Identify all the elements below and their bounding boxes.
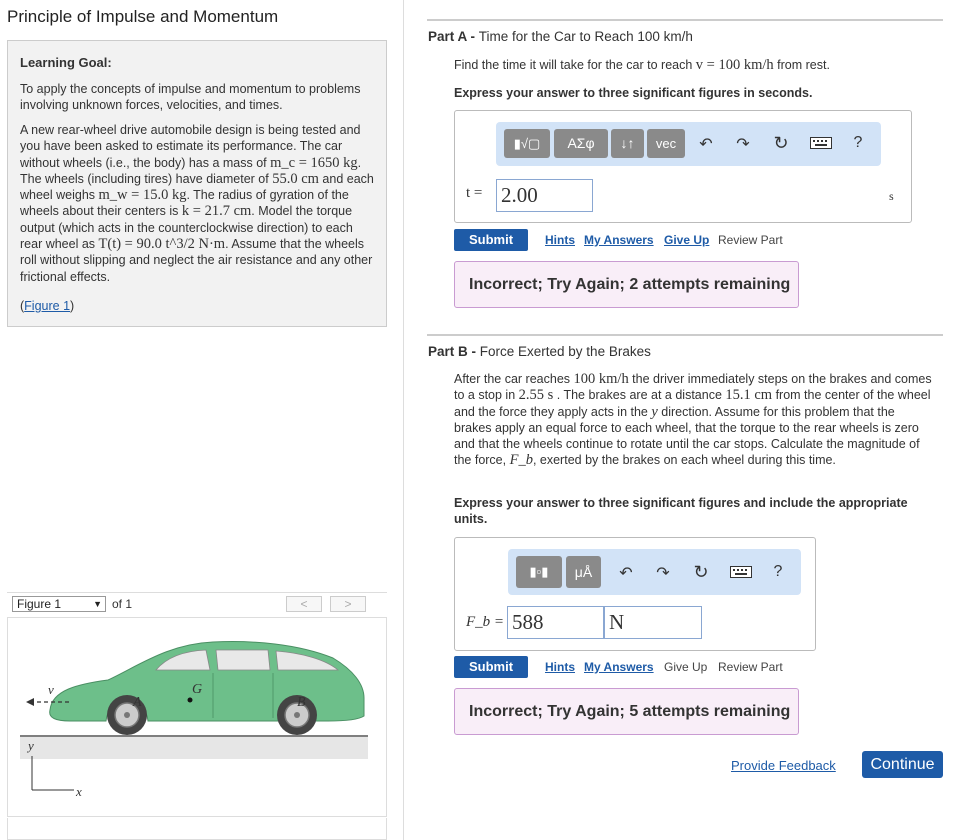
part-a-divider bbox=[427, 19, 943, 21]
learning-goal-box bbox=[7, 40, 387, 327]
redo-icon[interactable]: ↷ bbox=[736, 136, 750, 153]
radius-of-gyration: k = 21.7 cm bbox=[181, 203, 252, 220]
part-a-submit-button[interactable]: Submit bbox=[454, 229, 528, 251]
part-b-feedback: Incorrect; Try Again; 5 attempts remaining bbox=[454, 688, 799, 735]
part-b-q-text: from the center of the wheel and the force they apply acts in the bbox=[454, 388, 931, 419]
reset-icon[interactable]: ↻ bbox=[773, 133, 789, 153]
part-b-y: y bbox=[651, 403, 658, 420]
keyboard-icon[interactable] bbox=[729, 565, 753, 583]
desc-text: . Model the torque output (which acts in the counterclockwise direction) to each rear wheel as bbox=[20, 204, 353, 252]
desc-text: A new rear-wheel drive automobile design is being tested and you have been asked to estimate its performance. The car without wheels (i.e., the body) has a mass of bbox=[20, 123, 361, 170]
chevron-down-icon: ▼ bbox=[93, 599, 102, 609]
part-b-question bbox=[454, 371, 934, 469]
part-b-hints-link[interactable]: Hints bbox=[545, 660, 575, 674]
part-a-hints-link[interactable]: Hints bbox=[545, 233, 575, 247]
part-a-instruction: Express your answer to three significant figures in seconds. bbox=[454, 86, 813, 100]
part-b-templates-button[interactable]: ▮▫▮ bbox=[516, 556, 562, 588]
problem-description bbox=[20, 122, 378, 285]
part-b-speed: 100 km/h bbox=[573, 371, 629, 387]
part-a-title: Time for the Car to Reach 100 km/h bbox=[478, 29, 693, 44]
part-a-feedback: Incorrect; Try Again; 2 attempts remaining bbox=[454, 261, 799, 308]
part-a-vec-button[interactable]: vec bbox=[647, 129, 685, 158]
figure-count: of 1 bbox=[112, 597, 133, 611]
reset-icon[interactable]: ↻ bbox=[693, 562, 709, 582]
part-b-units-button[interactable]: μÅ bbox=[566, 556, 601, 588]
continue-button[interactable]: Continue bbox=[862, 751, 943, 778]
wheel-diameter: 55.0 cm bbox=[272, 170, 319, 187]
part-a-question bbox=[454, 57, 830, 73]
part-b-help-button[interactable]: ? bbox=[773, 563, 783, 580]
undo-icon[interactable]: ↶ bbox=[619, 565, 633, 582]
page-title: Principle of Impulse and Momentum bbox=[7, 7, 279, 26]
desc-text: and each wheel weighs bbox=[20, 171, 374, 203]
body-mass: m_c = 1650 kg bbox=[270, 154, 358, 171]
part-b-title: Force Exerted by the Brakes bbox=[479, 344, 651, 359]
part-a-answer-input[interactable]: 2.00 bbox=[496, 179, 593, 212]
figure-link[interactable]: Figure 1 bbox=[24, 299, 71, 313]
part-a-letter: Part A - bbox=[428, 29, 479, 44]
figure-select-value: Figure 1 bbox=[17, 597, 62, 611]
part-a-symbols-button[interactable]: ΑΣφ bbox=[554, 129, 608, 158]
label-g: G bbox=[192, 682, 203, 697]
label-a: A bbox=[133, 695, 142, 710]
car-window-middle bbox=[216, 650, 270, 670]
figure-1 bbox=[7, 617, 387, 817]
figure-link-wrap: (Figure 1) bbox=[20, 299, 75, 313]
part-a-q-post: from rest. bbox=[773, 58, 830, 72]
car-diagram bbox=[8, 618, 386, 816]
part-b-value-input[interactable]: 588 bbox=[507, 606, 604, 639]
part-b-q-text: , exerted by the brakes on each wheel during this time. bbox=[532, 453, 836, 468]
ground-shade bbox=[20, 737, 368, 759]
part-b-review-part[interactable]: Review Part bbox=[718, 660, 783, 674]
label-y: y bbox=[28, 738, 34, 753]
part-a-review-part[interactable]: Review Part bbox=[718, 233, 783, 247]
torque-function: T(t) = 90.0 t^3/2 N·m bbox=[98, 236, 226, 253]
part-b-fb: F_b bbox=[509, 452, 533, 469]
part-b-letter: Part B - bbox=[428, 344, 480, 359]
wheel-mass: m_w = 15.0 kg bbox=[98, 187, 187, 204]
desc-text: . The wheels (including tires) have diameter of bbox=[20, 155, 362, 186]
label-v: v bbox=[48, 682, 54, 697]
label-x: x bbox=[76, 784, 82, 799]
part-b-submit-button[interactable]: Submit bbox=[454, 656, 528, 678]
part-b-q-text: the driver immediately steps on the brakes and comes to a stop in bbox=[454, 372, 932, 403]
undo-icon[interactable]: ↶ bbox=[699, 136, 713, 153]
part-b-q-text: After the car reaches bbox=[454, 372, 574, 386]
part-a-my-answers-link[interactable]: My Answers bbox=[584, 233, 654, 247]
part-b-my-answers-link[interactable]: My Answers bbox=[584, 660, 654, 674]
part-b-distance: 15.1 cm bbox=[725, 387, 773, 404]
part-b-q-text: direction. Assume for this problem that the brakes apply an equal force to each wheel, that the torque to the rear wheels is zero and that the wheels continue to rotate until the car stops. Calculate the magnitude of the force, bbox=[454, 404, 920, 468]
next-figure-button[interactable]: > bbox=[330, 596, 366, 612]
part-b-q-text: . The brakes are at a distance bbox=[553, 388, 726, 403]
keyboard-icon[interactable] bbox=[809, 136, 833, 154]
redo-icon[interactable]: ↷ bbox=[656, 565, 670, 582]
part-a-q-math: v = 100 km/h bbox=[695, 57, 774, 73]
figure-bottom-bar bbox=[7, 818, 387, 840]
part-a-templates-button[interactable]: ▮√▢ bbox=[504, 129, 550, 158]
figure-select[interactable] bbox=[12, 596, 106, 612]
desc-text: . Assume that the wheels roll without slipping and neglect the air resistance and any other frictional effects. bbox=[20, 237, 373, 284]
part-b-divider bbox=[427, 334, 943, 336]
learning-goal-label: Learning Goal: bbox=[20, 55, 112, 70]
part-b-unit-input[interactable]: N bbox=[604, 606, 702, 639]
prev-figure-button[interactable]: < bbox=[286, 596, 322, 612]
part-a-help-button[interactable]: ? bbox=[853, 134, 863, 151]
desc-text: . The radius of gyration of the wheels about their centers is bbox=[20, 188, 349, 219]
part-b-give-up-link[interactable]: Give Up bbox=[664, 660, 708, 674]
part-b-heading bbox=[428, 344, 651, 359]
part-b-var-label: F_b = bbox=[466, 614, 505, 630]
provide-feedback-link[interactable]: Provide Feedback bbox=[731, 758, 836, 773]
part-a-give-up-link[interactable]: Give Up bbox=[664, 233, 710, 247]
part-b-instruction: Express your answer to three significant figures and include the appropriate units. bbox=[454, 496, 908, 527]
part-a-subsup-button[interactable]: ↓↑ bbox=[611, 129, 644, 158]
figure-nav-bar bbox=[7, 592, 387, 617]
part-b-time: 2.55 s bbox=[518, 387, 554, 404]
part-a-q-pre: Find the time it will take for the car to reach bbox=[454, 58, 696, 72]
part-a-var-label: t = bbox=[466, 185, 483, 201]
part-a-heading bbox=[428, 29, 693, 44]
part-a-unit: s bbox=[889, 189, 894, 203]
label-b: B bbox=[297, 695, 306, 710]
learning-goal-text: To apply the concepts of impulse and momentum to problems involving unknown forces, velocities, and times. bbox=[20, 82, 361, 112]
